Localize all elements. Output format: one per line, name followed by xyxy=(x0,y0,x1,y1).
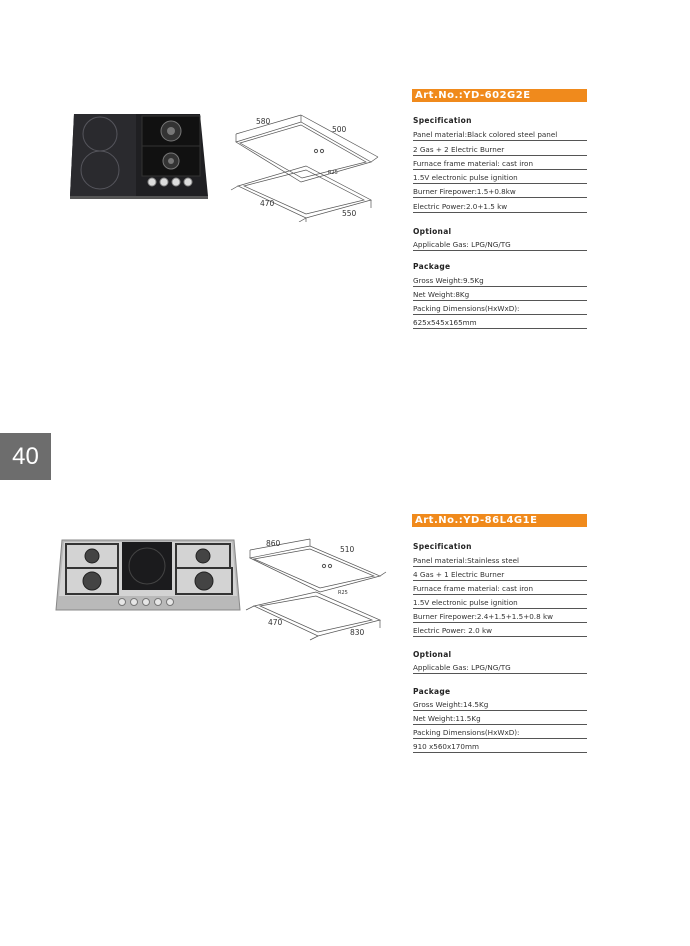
gas-burner-4 xyxy=(195,572,213,590)
knob xyxy=(172,178,180,186)
product-1-spec-row: Electric Power:2.0+1.5 kw xyxy=(413,202,587,213)
dim-top-width: 860 xyxy=(266,539,281,548)
knob xyxy=(167,599,174,606)
product-1-spec-row: Burner Firepower:1.5+0.8kw xyxy=(413,187,587,198)
product-1-package-heading: Package xyxy=(413,262,451,271)
dim-radius: R25 xyxy=(338,590,348,596)
knob xyxy=(155,599,162,606)
product-1-package-row: Gross Weight:9.5Kg xyxy=(413,276,587,287)
knob xyxy=(148,178,156,186)
product-1-photo xyxy=(68,108,218,200)
product-2-art-no: Art.No.:YD-86L4G1E xyxy=(412,514,587,527)
product-2-spec-row: Burner Firepower:2.4+1.5+1.5+0.8 kw xyxy=(413,612,587,623)
knob xyxy=(131,599,138,606)
product-1-package-row: Packing Dimensions(HxWxD): xyxy=(413,304,587,315)
dim-top-width: 580 xyxy=(256,117,271,126)
product-1-spec-heading: Specification xyxy=(413,116,472,125)
dim-cut-width: 830 xyxy=(350,628,365,637)
dim-top-depth: 500 xyxy=(332,125,347,134)
product-2-optional-heading: Optional xyxy=(413,650,452,659)
product-2-optional-row: Applicable Gas: LPG/NG/TG xyxy=(413,663,587,674)
gas-burner-3 xyxy=(196,549,210,563)
product-2-package-row: 910 x560x170mm xyxy=(413,742,587,753)
knob xyxy=(160,178,168,186)
product-2-package-row: Net Weight:11.5Kg xyxy=(413,714,587,725)
page-number: 40 xyxy=(0,433,51,480)
gas-burner-2 xyxy=(83,572,101,590)
dim-cut-width: 550 xyxy=(342,209,357,218)
product-2-spec-row: Electric Power: 2.0 kw xyxy=(413,626,587,637)
product-2-dimension-drawing xyxy=(240,536,390,644)
product-2-package-row: Packing Dimensions(HxWxD): xyxy=(413,728,587,739)
dim-cut-depth: 470 xyxy=(268,618,283,627)
product-2-spec-row: 1.5V electronic pulse ignition xyxy=(413,598,587,609)
product-1-spec-row: Panel material:Black colored steel panel xyxy=(413,130,587,141)
product-1-package-row: Net Weight:8Kg xyxy=(413,290,587,301)
dim-top-depth: 510 xyxy=(340,545,355,554)
product-1-optional-heading: Optional xyxy=(413,227,452,236)
dim-cut-depth: 470 xyxy=(260,199,275,208)
product-2-spec-heading: Specification xyxy=(413,542,472,551)
product-2-package-heading: Package xyxy=(413,687,451,696)
product-2-package-row: Gross Weight:14.5Kg xyxy=(413,700,587,711)
product-1-spec-row: Furnace frame material: cast iron xyxy=(413,159,587,170)
dim-radius: R25 xyxy=(328,170,338,176)
knob xyxy=(119,599,126,606)
product-2-spec-row: 4 Gas + 1 Electric Burner xyxy=(413,570,587,581)
product-1-optional-row: Applicable Gas: LPG/NG/TG xyxy=(413,240,587,251)
product-2-photo xyxy=(52,536,242,616)
knob xyxy=(143,599,150,606)
gas-burner-1 xyxy=(85,549,99,563)
product-2-spec-row: Panel material:Stainless steel xyxy=(413,556,587,567)
product-1-package-row: 625x545x165mm xyxy=(413,318,587,329)
product-1-dimension-drawing xyxy=(226,112,386,222)
knob xyxy=(184,178,192,186)
product-1-spec-row: 2 Gas + 2 Electric Burner xyxy=(413,145,587,156)
product-1-art-no: Art.No.:YD-602G2E xyxy=(412,89,587,102)
product-1-spec-row: 1.5V electronic pulse ignition xyxy=(413,173,587,184)
product-2-spec-row: Furnace frame material: cast iron xyxy=(413,584,587,595)
